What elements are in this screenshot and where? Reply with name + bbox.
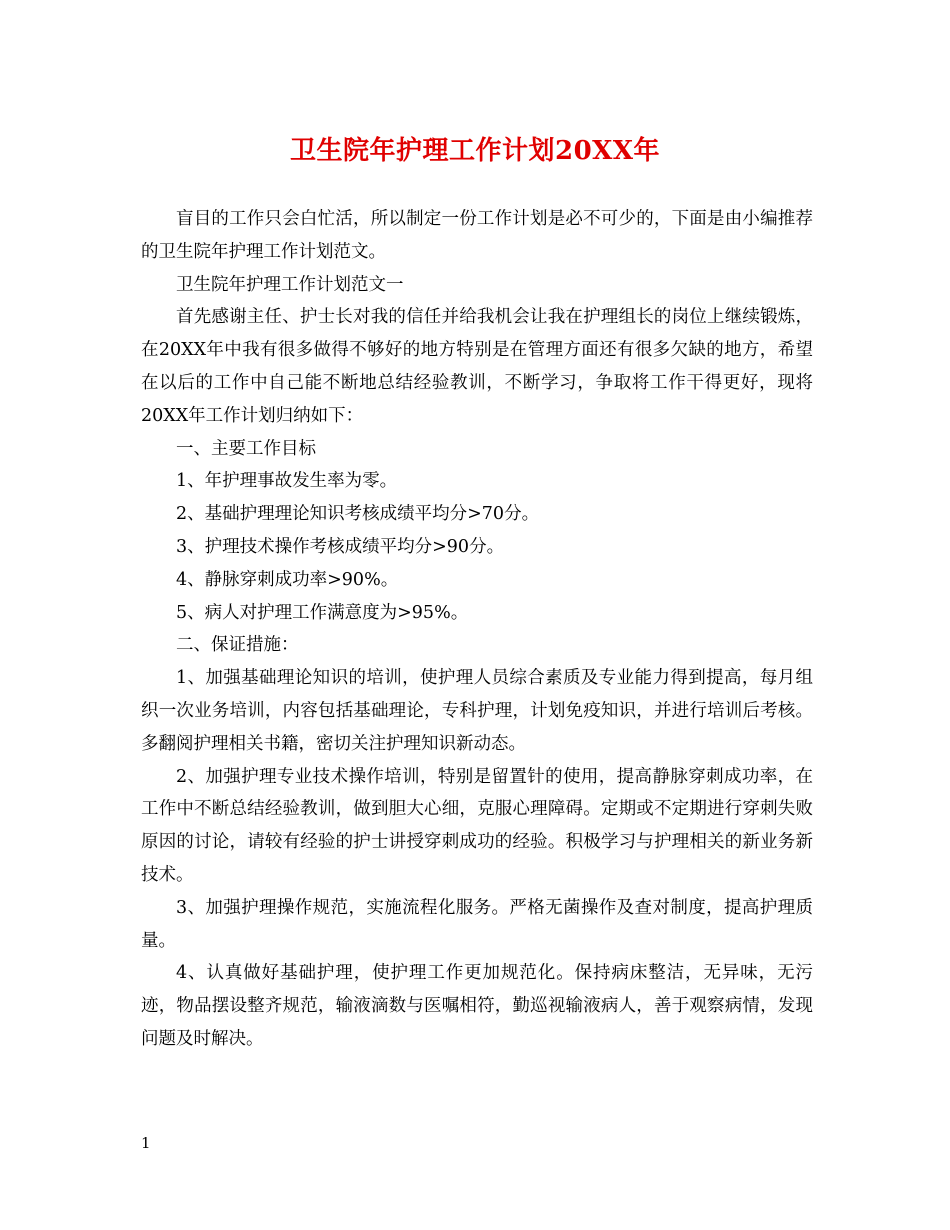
section-heading-sample-one: 卫生院年护理工作计划范文一 (176, 274, 404, 295)
goal-item: 3、护理技术操作考核成绩平均分>90分。 (176, 536, 505, 557)
goal-item: 2、基础护理理论知识考核成绩平均分>70分。 (176, 504, 540, 525)
measure-item: 3、加强护理操作规范，实施流程化服务。严格无菌操作及查对制度，提高护理质量。 (141, 897, 813, 951)
heading-main-goals: 一、主要工作目标 (176, 438, 316, 459)
document-body (141, 203, 813, 1056)
measure-item: 2、加强护理专业技术操作培训，特别是留置针的使用，提高静脉穿刺成功率，在工作中不断总结经验教训，做到胆大心细，克服心理障碍。定期或不定期进行穿刺失败原因的讨论，请较有经验的护士讲授穿刺成功的经验。积极学习与护理相关的新业务新技术。 (141, 766, 813, 885)
opening-paragraph: 首先感谢主任、护士长对我的信任并给我机会让我在护理组长的岗位上继续锻炼，在20XX年中我有很多做得不够好的地方特别是在管理方面还有很多欠缺的地方，希望在以后的工作中自己能不断地总结经验教训，不断学习，争取将工作干得更好，现将20XX年工作计划归纳如下： (141, 307, 813, 426)
goal-item: 4、静脉穿刺成功率>90%。 (176, 569, 399, 590)
measure-item: 1、加强基础理论知识的培训，使护理人员综合素质及专业能力得到提高，每月组织一次业务培训，内容包括基础理论，专科护理，计划免疫知识，并进行培训后考核。多翻阅护理相关书籍，密切关注护理知识新动态。 (141, 668, 813, 754)
goal-item: 1、年护理事故发生率为零。 (176, 471, 398, 492)
goal-item: 5、病人对护理工作满意度为>95%。 (176, 602, 469, 623)
measure-item: 4、认真做好基础护理，使护理工作更加规范化。保持病床整洁，无异味，无污迹，物品摆设整齐规范，输液滴数与医嘱相符，勤巡视输液病人，善于观察病情，发现问题及时解决。 (141, 963, 813, 1049)
intro-paragraph: 盲目的工作只会白忙活，所以制定一份工作计划是必不可少的，下面是由小编推荐的卫生院年护理工作计划范文。 (141, 209, 813, 262)
page-title: 卫生院年护理工作计划20XX年 (289, 136, 661, 166)
heading-measures: 二、保证措施： (176, 635, 299, 656)
page-number: 1 (141, 1134, 151, 1152)
